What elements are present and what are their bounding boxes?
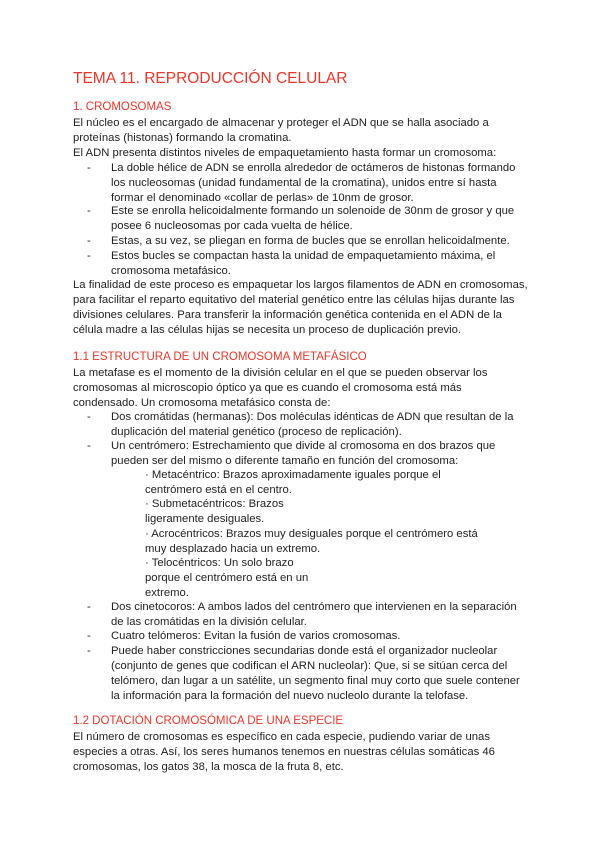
- bullet-dash: -: [87, 630, 91, 642]
- list-item-text: Dos cinetocoros: A ambos lados del centrómero que intervienen en la separación de las cromátidas en la división celular.: [111, 601, 517, 628]
- bullet-dash: -: [87, 205, 91, 217]
- bullet-dash: -: [87, 601, 91, 613]
- paragraph: El ADN presenta distintos niveles de empaquetamiento hasta formar un cromosoma:: [73, 147, 497, 159]
- sub-list-item: · Telocéntricos: Un solo brazo porque el centrómero está en un extremo.: [145, 557, 309, 599]
- sub-list-item: · Submetacéntricos: Brazos ligeramente desiguales.: [145, 498, 284, 525]
- section-heading-estructura: 1.1 ESTRUCTURA DE UN CROMOSOMA METAFÁSICO: [73, 351, 367, 363]
- paragraph: El número de cromosomas es específico en cada especie, pudiendo variar de unas especies a otras. Así, los seres humanos tenemos en nuestras células somáticas 46 cromosomas, los gatos 38, la mosca de la fruta 8, etc.: [73, 731, 495, 773]
- bullet-dash: -: [87, 162, 91, 174]
- list-item-text: Cuatro telómeros: Evitan la fusión de varios cromosomas.: [111, 630, 401, 642]
- sub-list-item: · Acrocéntricos: Brazos muy desiguales porque el centrómero está muy desplazado hacia un extremo.: [145, 528, 478, 555]
- list-item-text: Estas, a su vez, se pliegan en forma de bucles que se enrollan helicoidalmente.: [111, 235, 510, 247]
- bullet-dash: -: [87, 250, 91, 262]
- list-item-text: Estos bucles se compactan hasta la unidad de empaquetamiento máxima, el cromosoma metafásico.: [111, 250, 496, 277]
- page-title: TEMA 11. REPRODUCCIÓN CELULAR: [73, 70, 348, 87]
- paragraph: El núcleo es el encargado de almacenar y proteger el ADN que se halla asociado a proteínas (histonas) formando la cromatina.: [73, 117, 489, 144]
- section-heading-dotacion: 1.2 DOTACIÓN CROMOSÓMICA DE UNA ESPECIE: [73, 715, 344, 727]
- list-item-text: Este se enrolla helicoidalmente formando un solenoide de 30nm de grosor y que posee 6 nucleosomas por cada vuelta de hélice.: [111, 205, 515, 232]
- bullet-dash: -: [87, 411, 91, 423]
- bullet-dash: -: [87, 235, 91, 247]
- bullet-dash: -: [87, 645, 91, 657]
- section-heading-cromosomas: 1. CROMOSOMAS: [73, 101, 172, 113]
- paragraph: La finalidad de este proceso es empaquetar los largos filamentos de ADN en cromosomas, para facilitar el reparto equitativo del material genético entre las células hijas durante las divisiones celulares. Para transferir la información genética contenida en el ADN de la célula madre a las células hijas se necesita un proceso de duplicación previo.: [73, 279, 528, 336]
- list-item-text: Dos cromátidas (hermanas): Dos moléculas idénticas de ADN que resultan de la duplicación del material genético (proceso de replicación).: [111, 411, 514, 438]
- list-item-text: Puede haber constricciones secundarias donde está el organizador nucleolar (conjunto de genes que codifican el ARN nucleolar): Que, si se sitúan cerca del telómero, dan lugar a un satélite, un segmento final muy corto que suele contener la información para la formación del nuevo nucleolo durante la telofase.: [111, 645, 520, 702]
- bullet-dash: -: [87, 440, 91, 452]
- list-item-text: Un centrómero: Estrechamiento que divide al cromosoma en dos brazos que pueden ser del mismo o diferente tamaño en función del cromosoma:: [111, 440, 496, 467]
- paragraph: La metafase es el momento de la división celular en el que se pueden observar los cromosomas al microscopio óptico ya que es cuando el cromosoma está más condensado. Un cromosoma metafásico consta de:: [73, 367, 488, 409]
- list-item-text: La doble hélice de ADN se enrolla alrededor de octámeros de histonas formando los nucleosomas (unidad fundamental de la cromatina), unidos entre sí hasta formar el denominado «collar de perlas» de 10nm de grosor.: [111, 162, 516, 204]
- sub-list-item: · Metacéntrico: Brazos aproximadamente iguales porque el centrómero está en el centro.: [145, 469, 441, 496]
